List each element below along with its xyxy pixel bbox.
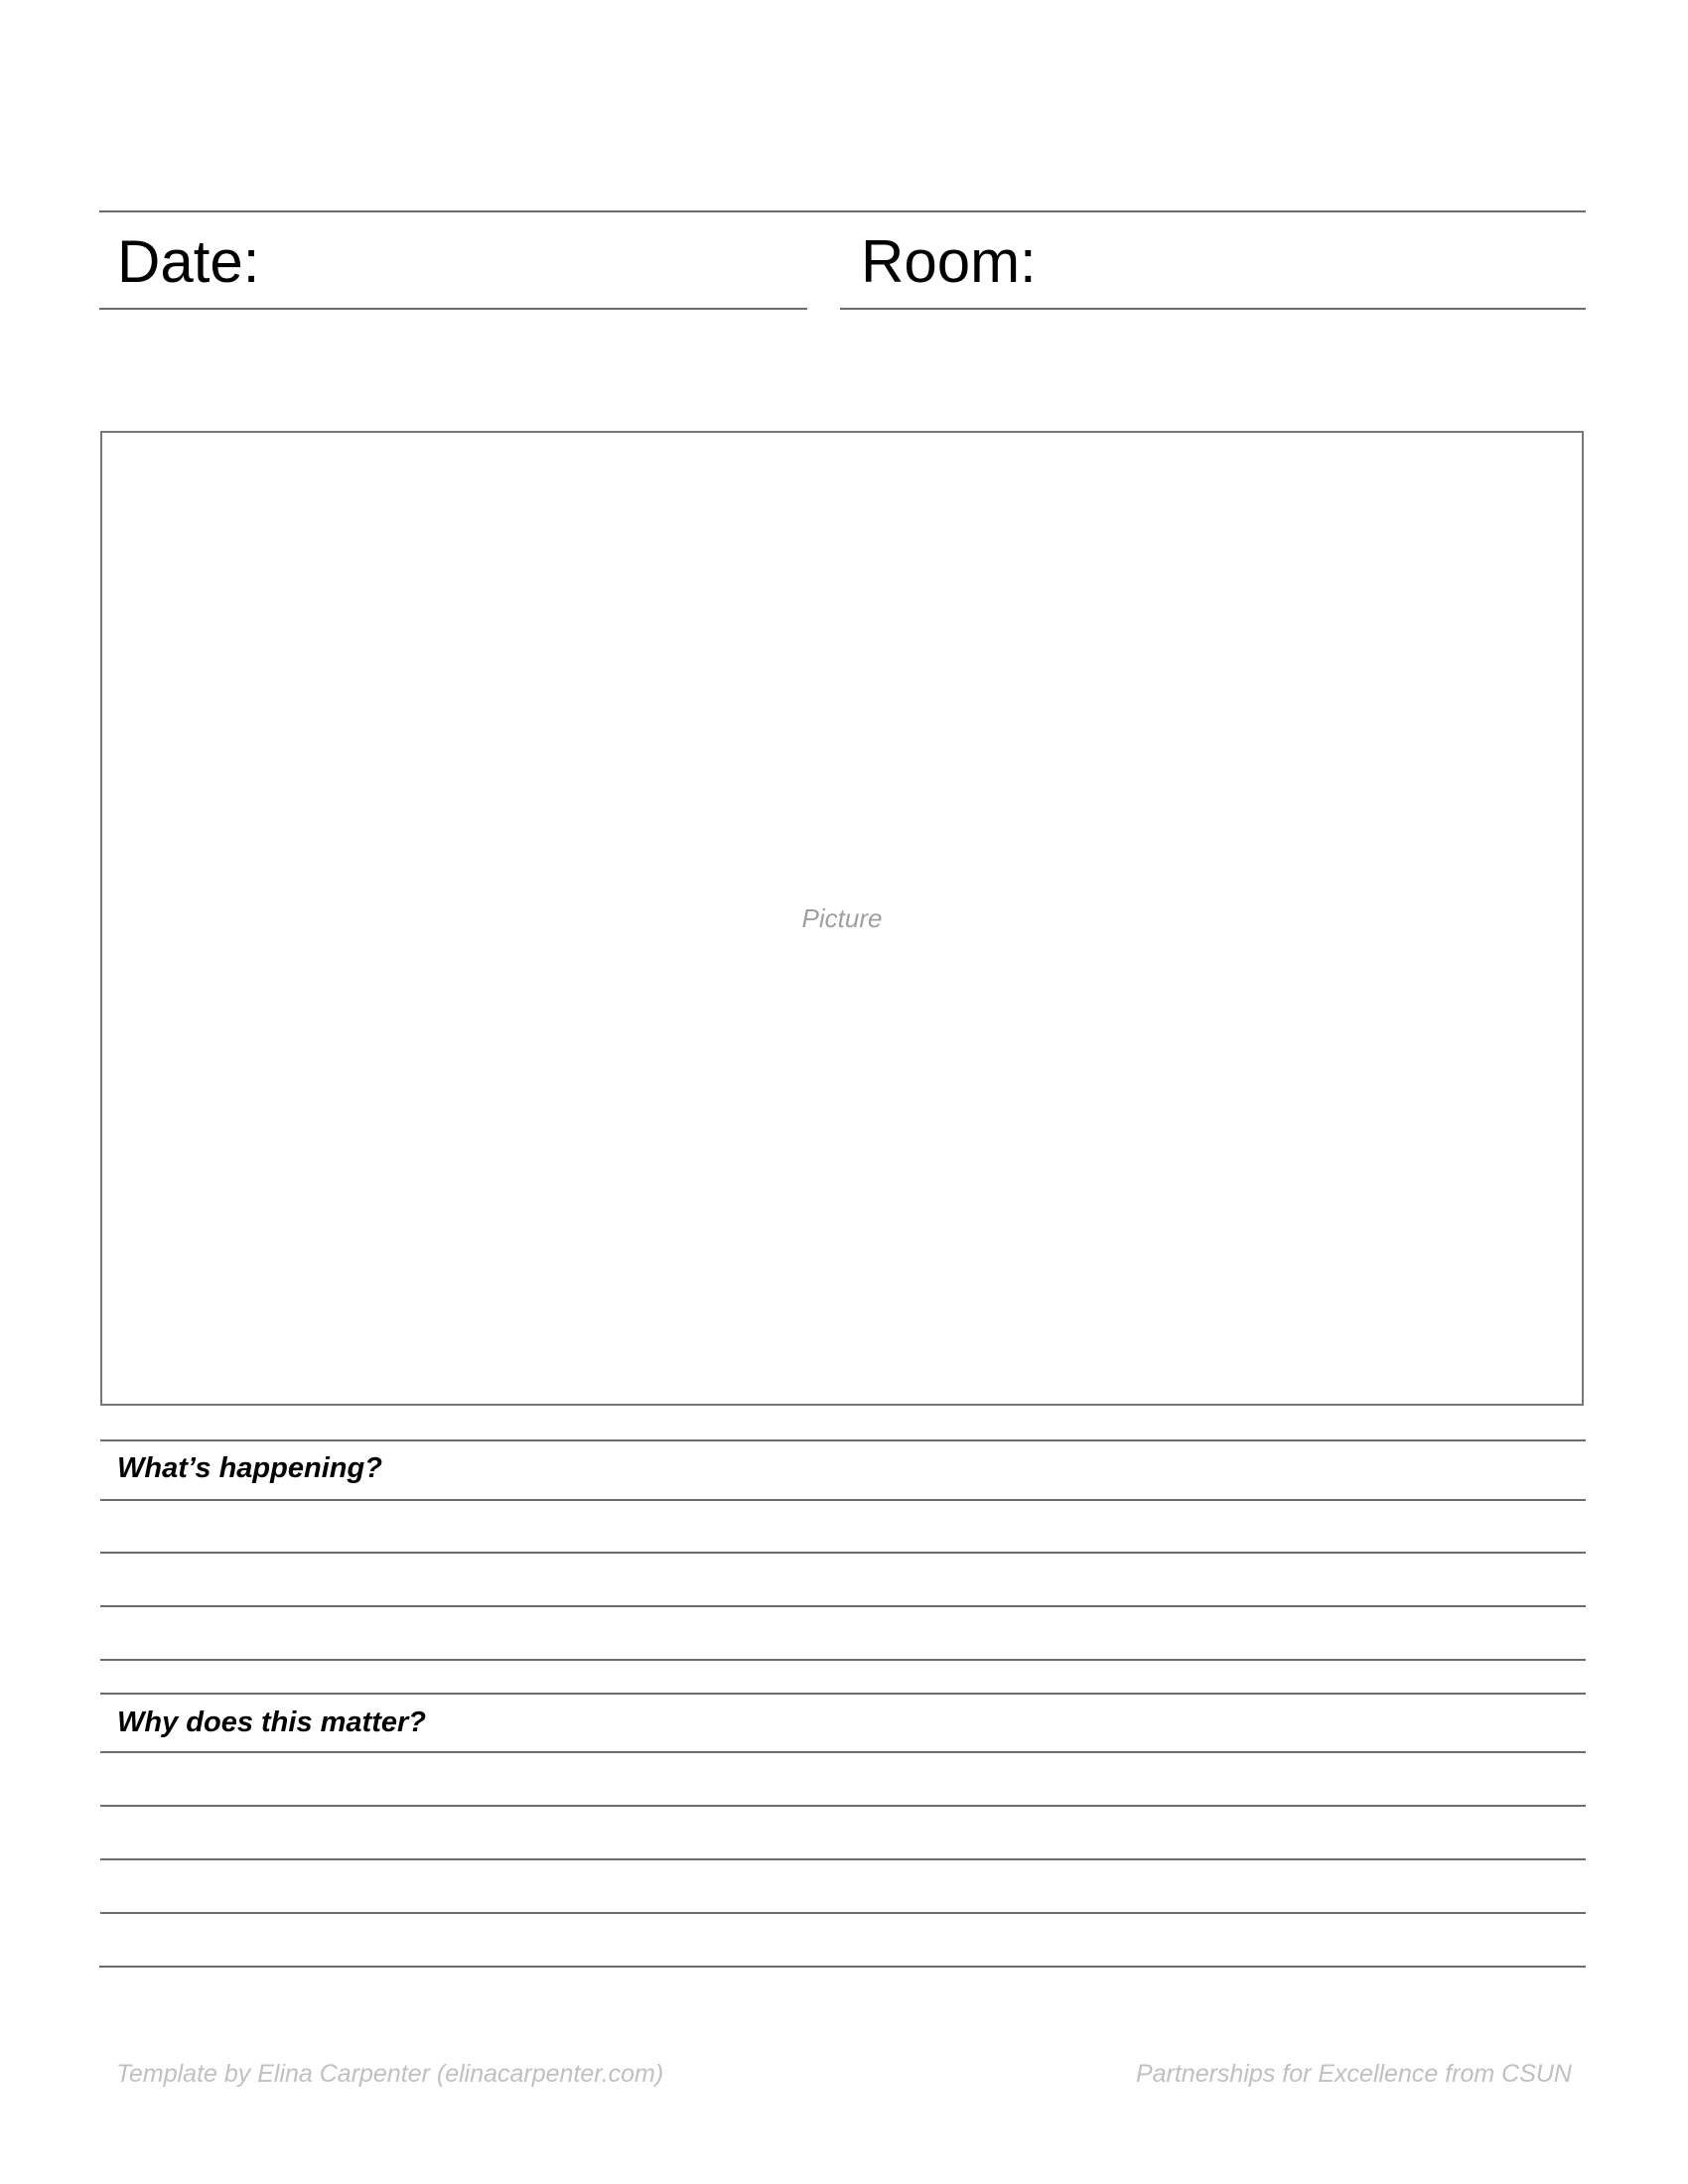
header-top-rule: [99, 210, 1586, 212]
room-label: Room:: [861, 228, 1037, 295]
whats-happening-label: What’s happening?: [117, 1452, 382, 1484]
why-matter-line-5[interactable]: [99, 1966, 1586, 1968]
whats-happening-top-rule: [100, 1439, 1586, 1441]
why-matter-line-4[interactable]: [100, 1912, 1586, 1914]
whats-happening-line-3[interactable]: [100, 1605, 1586, 1607]
picture-placeholder: Picture: [801, 902, 883, 933]
date-field-line[interactable]: [99, 308, 807, 310]
whats-happening-line-1[interactable]: [100, 1499, 1586, 1501]
why-matter-line-3[interactable]: [100, 1858, 1586, 1860]
whats-happening-line-4[interactable]: [100, 1659, 1586, 1661]
why-matter-line-2[interactable]: [100, 1805, 1586, 1807]
room-field-line[interactable]: [840, 308, 1586, 310]
footer-partnership-credit: Partnerships for Excellence from CSUN: [1135, 2060, 1572, 2088]
why-matter-top-rule: [100, 1693, 1586, 1695]
date-label: Date:: [117, 228, 260, 295]
why-matter-label: Why does this matter?: [117, 1706, 426, 1738]
why-matter-line-1[interactable]: [100, 1751, 1586, 1753]
whats-happening-line-2[interactable]: [100, 1552, 1586, 1554]
footer-template-credit: Template by Elina Carpenter (elinacarpenter.com): [116, 2060, 664, 2088]
picture-box[interactable]: [100, 431, 1584, 1406]
